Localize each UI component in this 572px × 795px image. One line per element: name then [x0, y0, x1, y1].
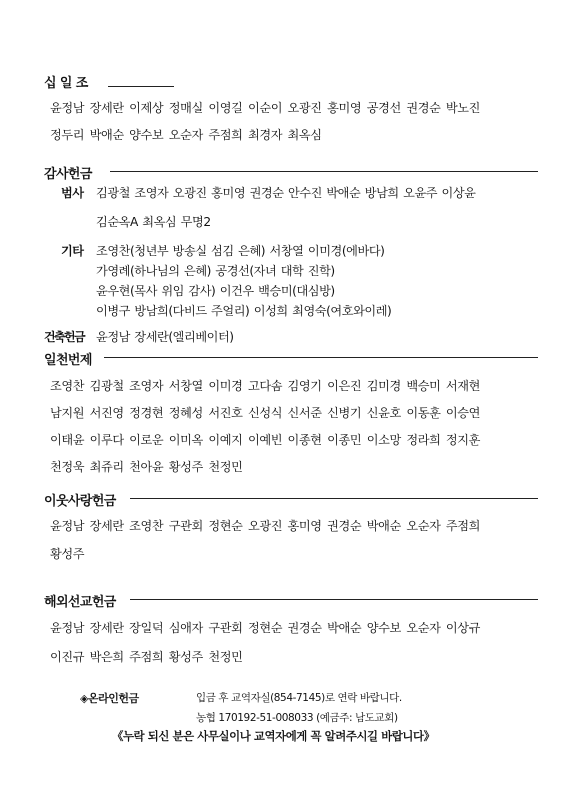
- thousand-offering-names-row: 남지원 서진영 정경현 정혜성 서진호 신성식 신서준 신병기 신윤호 이동훈 이승연: [50, 406, 481, 420]
- tithe-names-row: 윤정남 장세란 이제상 정매실 이영길 이순이 오광진 홍미영 공경선 권경순 박노진: [50, 101, 481, 115]
- gita-names-row: 가영례(하나님의 은혜) 공경선(자녀 대학 진학): [96, 264, 335, 278]
- tithe-names-row: 정두리 박애순 양수보 오순자 주점희 최경자 최옥심: [50, 128, 322, 142]
- thousand-offering-names-row: 이태윤 이루다 이로운 이미옥 이예지 이예빈 이종현 이종민 이소망 정라희 정지훈: [50, 433, 481, 447]
- thousand-offering-heading-rule: [104, 357, 538, 358]
- building-fund-label: 건축헌금: [44, 330, 84, 344]
- thousand-offering-names-row: 조영찬 김광철 조영자 서창열 이미경 고다솜 김영기 이은진 김미경 백승미 서재현: [50, 379, 481, 393]
- beomsa-names-row: 김순옥A 최옥심 무명2: [96, 215, 211, 229]
- neighbor-love-names-row: 황성주: [50, 547, 85, 561]
- neighbor-love-names-row: 윤정남 장세란 조영찬 구관회 정현순 오광진 홍미영 권경순 박애순 오순자 주점희: [50, 519, 481, 533]
- overseas-mission-names-row: 이진규 박은희 주점희 황성주 천정민: [50, 650, 243, 664]
- gita-label: 기타: [61, 244, 84, 258]
- overseas-mission-heading-rule: [130, 599, 538, 600]
- tithe-heading: 십 일 조: [44, 76, 88, 91]
- bank-account-info: 농협 170192-51-008033 (예금주: 남도교회): [196, 712, 398, 724]
- neighbor-love-heading-rule: [130, 498, 538, 499]
- thanksgiving-heading: 감사헌금: [44, 167, 92, 182]
- beomsa-label: 범사: [61, 186, 84, 200]
- gita-names-row: 이병구 방남희(다비드 주얼리) 이성희 최영숙(여호와이레): [96, 304, 392, 318]
- thousand-offering-heading: 일천번제: [44, 353, 92, 368]
- gita-names-row: 조영찬(청년부 방송실 섬김 은혜) 서창열 이미경(에바다): [96, 244, 385, 258]
- building-fund-names: 윤정남 장세란(엘리베이터): [96, 330, 234, 344]
- omission-notice: 《누락 되신 분은 사무실이나 교역자에게 꼭 알려주시길 바랍니다》: [112, 729, 435, 743]
- gita-names-row: 윤우현(목사 위임 감사) 이건우 백승미(대심방): [96, 284, 335, 298]
- overseas-mission-heading: 해외선교헌금: [44, 595, 116, 610]
- tithe-heading-rule: [108, 86, 174, 87]
- online-offering-label: ◈온라인헌금: [80, 692, 139, 705]
- neighbor-love-heading: 이웃사랑헌금: [44, 494, 116, 509]
- thousand-offering-names-row: 천정욱 최쥬리 천아윤 황성주 천정민: [50, 460, 243, 474]
- overseas-mission-names-row: 윤정남 장세란 장일덕 심애자 구관회 정현순 권경순 박애순 양수보 오순자 이상규: [50, 621, 481, 635]
- beomsa-names-row: 김광철 조영자 오광진 홍미영 권경순 안수진 박애순 방남희 오윤주 이상윤: [96, 186, 476, 200]
- online-offering-contact: 입금 후 교역자실(854-7145)로 연락 바랍니다.: [196, 692, 402, 704]
- thanksgiving-heading-rule: [110, 171, 538, 172]
